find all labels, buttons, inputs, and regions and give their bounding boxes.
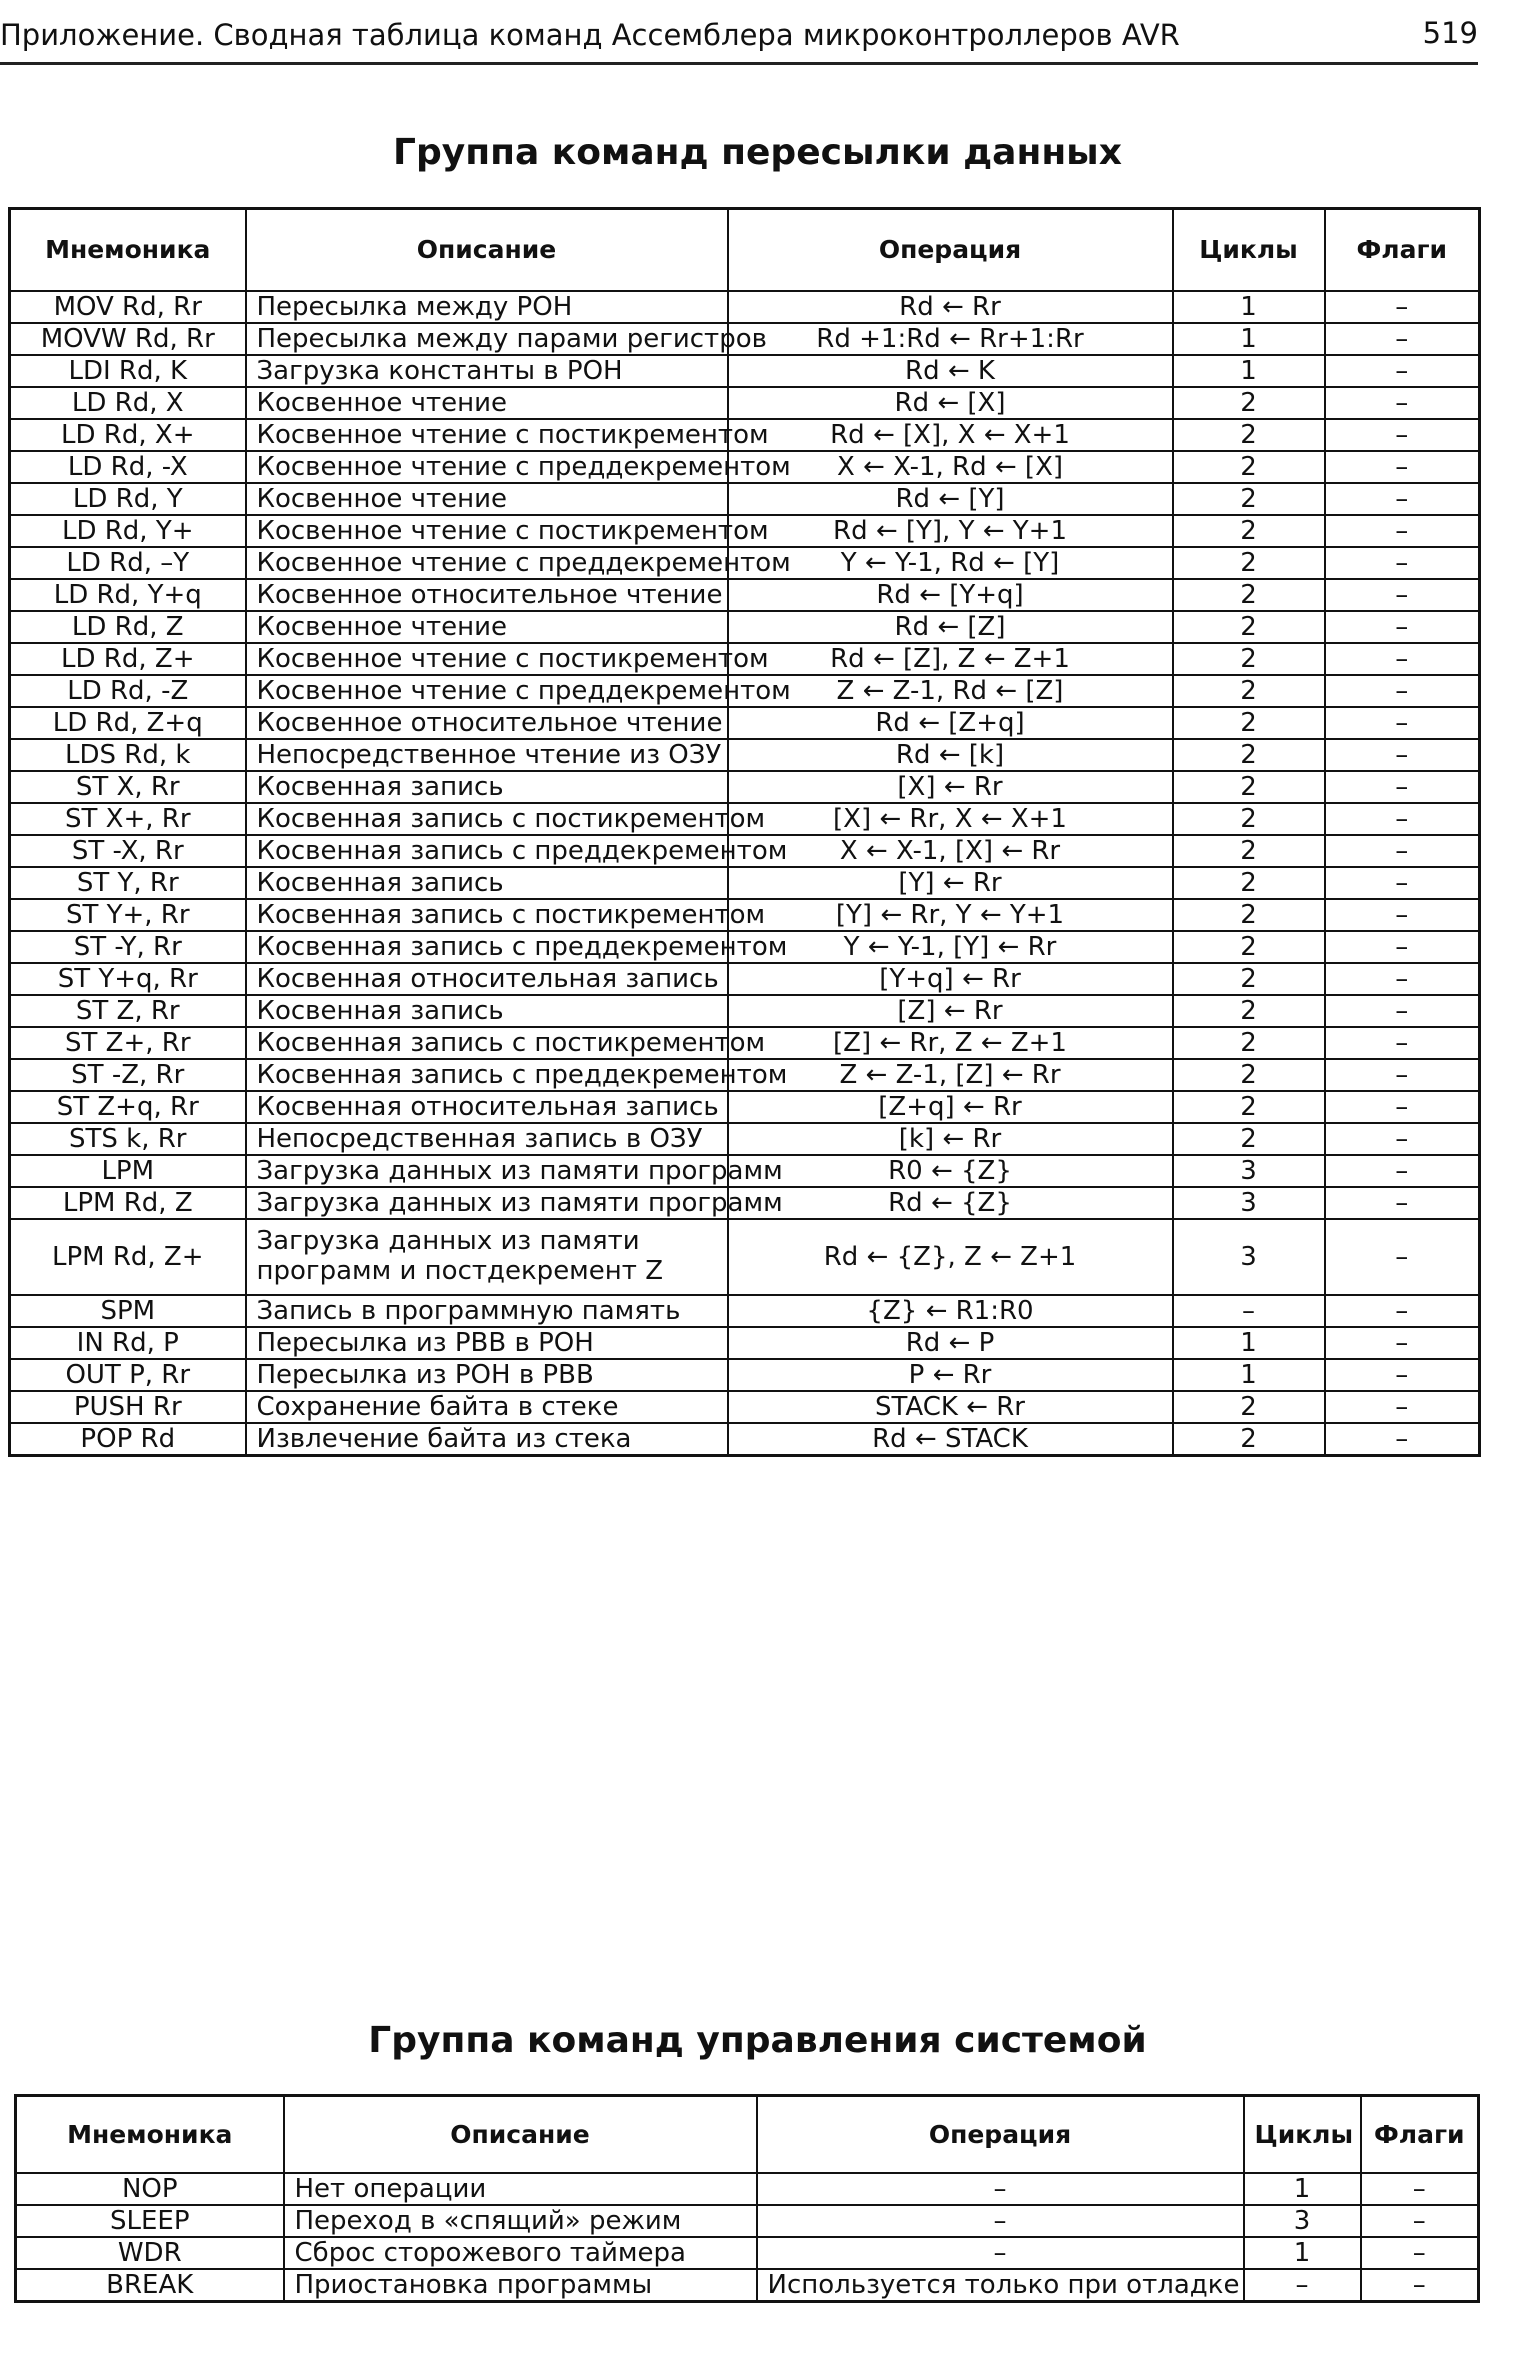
table-row bbox=[10, 611, 1480, 643]
cell-description: Извлечение байта из стека bbox=[246, 1423, 728, 1456]
cell-flags: – bbox=[1325, 323, 1480, 355]
cell-description: Косвенная запись с постикрементом bbox=[246, 803, 728, 835]
cell-mnemonic: IN Rd, P bbox=[10, 1327, 246, 1359]
cell-cycles: 2 bbox=[1173, 579, 1325, 611]
table-row bbox=[10, 931, 1480, 963]
cell-description: Косвенное чтение с преддекрементом bbox=[246, 547, 728, 579]
column-header-mnemonic: Мнемоника bbox=[16, 2096, 284, 2173]
cell-operation: R0 ← {Z} bbox=[728, 1155, 1173, 1187]
cell-operation: Z ← Z-1, Rd ← [Z] bbox=[728, 675, 1173, 707]
cell-cycles: 2 bbox=[1173, 1091, 1325, 1123]
cell-cycles: 2 bbox=[1173, 451, 1325, 483]
cell-mnemonic: MOV Rd, Rr bbox=[10, 291, 246, 323]
table-row bbox=[10, 1219, 1480, 1295]
cell-flags: – bbox=[1325, 579, 1480, 611]
cell-description: Косвенная запись bbox=[246, 771, 728, 803]
column-header-cycles: Циклы bbox=[1244, 2096, 1361, 2173]
cell-mnemonic: SLEEP bbox=[16, 2205, 284, 2237]
table-row bbox=[10, 899, 1480, 931]
cell-description: Запись в программную память bbox=[246, 1295, 728, 1327]
cell-description: Нет операции bbox=[284, 2173, 757, 2205]
cell-cycles: 2 bbox=[1173, 419, 1325, 451]
table-row bbox=[10, 323, 1480, 355]
cell-flags: – bbox=[1325, 1219, 1480, 1295]
cell-mnemonic: MOVW Rd, Rr bbox=[10, 323, 246, 355]
cell-cycles: 2 bbox=[1173, 1059, 1325, 1091]
column-header-flags: Флаги bbox=[1325, 209, 1480, 291]
cell-flags: – bbox=[1325, 1027, 1480, 1059]
cell-description: Загрузка данных из памяти программ и постдекремент Z bbox=[246, 1219, 728, 1295]
table-row bbox=[10, 739, 1480, 771]
table-row bbox=[10, 451, 1480, 483]
column-header-description: Описание bbox=[246, 209, 728, 291]
cell-mnemonic: ST Y+q, Rr bbox=[10, 963, 246, 995]
table-row bbox=[10, 995, 1480, 1027]
cell-operation: [X] ← Rr bbox=[728, 771, 1173, 803]
cell-mnemonic: LPM Rd, Z+ bbox=[10, 1219, 246, 1295]
cell-cycles: 2 bbox=[1173, 931, 1325, 963]
cell-operation: Rd ← [Z] bbox=[728, 611, 1173, 643]
cell-description: Косвенное чтение bbox=[246, 483, 728, 515]
column-header-mnemonic: Мнемоника bbox=[10, 209, 246, 291]
cell-description: Косвенная запись с преддекрементом bbox=[246, 931, 728, 963]
cell-description: Загрузка константы в РОН bbox=[246, 355, 728, 387]
table-row bbox=[10, 291, 1480, 323]
cell-mnemonic: LD Rd, Y bbox=[10, 483, 246, 515]
cell-description: Косвенная запись bbox=[246, 995, 728, 1027]
cell-cycles: – bbox=[1244, 2269, 1361, 2302]
cell-mnemonic: ST -X, Rr bbox=[10, 835, 246, 867]
cell-description: Сброс сторожевого таймера bbox=[284, 2237, 757, 2269]
cell-description: Загрузка данных из памяти программ bbox=[246, 1155, 728, 1187]
cell-flags: – bbox=[1325, 1059, 1480, 1091]
cell-mnemonic: NOP bbox=[16, 2173, 284, 2205]
cell-flags: – bbox=[1325, 675, 1480, 707]
cell-mnemonic: LD Rd, Z bbox=[10, 611, 246, 643]
cell-operation: Z ← Z-1, [Z] ← Rr bbox=[728, 1059, 1173, 1091]
cell-cycles: 1 bbox=[1173, 1327, 1325, 1359]
table-row bbox=[10, 1187, 1480, 1219]
cell-cycles: 1 bbox=[1173, 1359, 1325, 1391]
cell-flags: – bbox=[1325, 611, 1480, 643]
page-number: 519 bbox=[1422, 16, 1478, 50]
cell-description: Пересылка из РОН в РВВ bbox=[246, 1359, 728, 1391]
cell-description: Загрузка данных из памяти программ bbox=[246, 1187, 728, 1219]
column-header-cycles: Циклы bbox=[1173, 209, 1325, 291]
table-row bbox=[10, 515, 1480, 547]
cell-mnemonic: POP Rd bbox=[10, 1423, 246, 1456]
table-row bbox=[10, 1359, 1480, 1391]
cell-flags: – bbox=[1325, 483, 1480, 515]
cell-operation: {Z} ← R1:R0 bbox=[728, 1295, 1173, 1327]
table-row bbox=[10, 547, 1480, 579]
cell-flags: – bbox=[1325, 451, 1480, 483]
cell-flags: – bbox=[1361, 2205, 1479, 2237]
cell-flags: – bbox=[1325, 387, 1480, 419]
table-row bbox=[10, 483, 1480, 515]
cell-flags: – bbox=[1361, 2237, 1479, 2269]
cell-description: Непосредственное чтение из ОЗУ bbox=[246, 739, 728, 771]
cell-description: Пересылка из РВВ в РОН bbox=[246, 1327, 728, 1359]
cell-mnemonic: ST X+, Rr bbox=[10, 803, 246, 835]
table-row bbox=[10, 579, 1480, 611]
cell-description: Сохранение байта в стеке bbox=[246, 1391, 728, 1423]
cell-flags: – bbox=[1361, 2269, 1479, 2302]
cell-operation: Используется только при отладке bbox=[757, 2269, 1244, 2302]
cell-description: Косвенная относительная запись bbox=[246, 963, 728, 995]
cell-operation: Rd ← STACK bbox=[728, 1423, 1173, 1456]
cell-operation: Rd ← [Z], Z ← Z+1 bbox=[728, 643, 1173, 675]
cell-operation: Rd ← {Z}, Z ← Z+1 bbox=[728, 1219, 1173, 1295]
table-row bbox=[10, 1155, 1480, 1187]
cell-mnemonic: ST Z+q, Rr bbox=[10, 1091, 246, 1123]
cell-mnemonic: LPM bbox=[10, 1155, 246, 1187]
cell-cycles: 3 bbox=[1173, 1155, 1325, 1187]
data-transfer-table bbox=[8, 207, 1481, 1457]
cell-operation: X ← X-1, [X] ← Rr bbox=[728, 835, 1173, 867]
cell-description: Косвенное относительное чтение bbox=[246, 707, 728, 739]
cell-flags: – bbox=[1325, 1423, 1480, 1456]
cell-cycles: 2 bbox=[1173, 675, 1325, 707]
section-title-data-transfer: Группа команд пересылки данных bbox=[393, 132, 1122, 173]
table-row bbox=[16, 2237, 1479, 2269]
cell-operation: Rd ← [Y] bbox=[728, 483, 1173, 515]
cell-cycles: 2 bbox=[1173, 963, 1325, 995]
table-row bbox=[10, 387, 1480, 419]
cell-description: Косвенная запись с преддекрементом bbox=[246, 1059, 728, 1091]
cell-cycles: 2 bbox=[1173, 1027, 1325, 1059]
cell-cycles: 2 bbox=[1173, 707, 1325, 739]
cell-cycles: 1 bbox=[1244, 2173, 1361, 2205]
cell-mnemonic: ST Z, Rr bbox=[10, 995, 246, 1027]
cell-flags: – bbox=[1325, 707, 1480, 739]
table-row bbox=[16, 2173, 1479, 2205]
cell-mnemonic: LD Rd, Y+q bbox=[10, 579, 246, 611]
table-header-row bbox=[16, 2096, 1479, 2173]
cell-operation: [X] ← Rr, X ← X+1 bbox=[728, 803, 1173, 835]
cell-operation: STACK ← Rr bbox=[728, 1391, 1173, 1423]
cell-flags: – bbox=[1325, 643, 1480, 675]
cell-flags: – bbox=[1325, 739, 1480, 771]
table-row bbox=[16, 2205, 1479, 2237]
cell-cycles: 2 bbox=[1173, 771, 1325, 803]
cell-description: Косвенное чтение с постикрементом bbox=[246, 515, 728, 547]
cell-flags: – bbox=[1325, 771, 1480, 803]
cell-mnemonic: SPM bbox=[10, 1295, 246, 1327]
cell-flags: – bbox=[1325, 1091, 1480, 1123]
cell-flags: – bbox=[1325, 1123, 1480, 1155]
cell-mnemonic: LD Rd, Z+q bbox=[10, 707, 246, 739]
cell-description: Пересылка между РОН bbox=[246, 291, 728, 323]
cell-description: Косвенная относительная запись bbox=[246, 1091, 728, 1123]
table-row bbox=[10, 707, 1480, 739]
cell-cycles: 2 bbox=[1173, 515, 1325, 547]
table-row bbox=[10, 963, 1480, 995]
cell-cycles: 2 bbox=[1173, 995, 1325, 1027]
cell-flags: – bbox=[1325, 1155, 1480, 1187]
table-row bbox=[10, 675, 1480, 707]
table-row bbox=[10, 1059, 1480, 1091]
table-row bbox=[10, 835, 1480, 867]
cell-cycles: 3 bbox=[1173, 1219, 1325, 1295]
cell-flags: – bbox=[1361, 2173, 1479, 2205]
cell-flags: – bbox=[1325, 547, 1480, 579]
cell-description: Косвенная запись bbox=[246, 867, 728, 899]
cell-cycles: 3 bbox=[1173, 1187, 1325, 1219]
cell-cycles: 2 bbox=[1173, 1123, 1325, 1155]
cell-mnemonic: BREAK bbox=[16, 2269, 284, 2302]
cell-description: Косвенная запись с постикрементом bbox=[246, 899, 728, 931]
cell-flags: – bbox=[1325, 995, 1480, 1027]
cell-mnemonic: LDS Rd, k bbox=[10, 739, 246, 771]
cell-operation: Y ← Y-1, Rd ← [Y] bbox=[728, 547, 1173, 579]
cell-operation: Rd ← K bbox=[728, 355, 1173, 387]
cell-operation: [Y] ← Rr bbox=[728, 867, 1173, 899]
cell-cycles: 2 bbox=[1173, 547, 1325, 579]
cell-operation: Y ← Y-1, [Y] ← Rr bbox=[728, 931, 1173, 963]
system-control-table-body bbox=[16, 2173, 1479, 2302]
data-transfer-table-body bbox=[10, 291, 1480, 1456]
cell-operation: – bbox=[757, 2237, 1244, 2269]
table-row bbox=[10, 771, 1480, 803]
cell-mnemonic: LD Rd, -X bbox=[10, 451, 246, 483]
cell-description: Косвенное чтение с постикрементом bbox=[246, 643, 728, 675]
table-row bbox=[10, 1027, 1480, 1059]
cell-cycles: 2 bbox=[1173, 483, 1325, 515]
cell-flags: – bbox=[1325, 1187, 1480, 1219]
cell-mnemonic: ST Y, Rr bbox=[10, 867, 246, 899]
cell-flags: – bbox=[1325, 291, 1480, 323]
cell-flags: – bbox=[1325, 899, 1480, 931]
cell-flags: – bbox=[1325, 963, 1480, 995]
cell-flags: – bbox=[1325, 1295, 1480, 1327]
cell-flags: – bbox=[1325, 515, 1480, 547]
cell-operation: Rd ← [X] bbox=[728, 387, 1173, 419]
table-row bbox=[10, 1391, 1480, 1423]
cell-mnemonic: OUT P, Rr bbox=[10, 1359, 246, 1391]
table-row bbox=[10, 1423, 1480, 1456]
table-row bbox=[10, 419, 1480, 451]
cell-cycles: 2 bbox=[1173, 643, 1325, 675]
cell-operation: [k] ← Rr bbox=[728, 1123, 1173, 1155]
cell-flags: – bbox=[1325, 931, 1480, 963]
cell-description: Косвенное чтение с преддекрементом bbox=[246, 451, 728, 483]
cell-cycles: 2 bbox=[1173, 899, 1325, 931]
cell-description: Косвенное чтение с преддекрементом bbox=[246, 675, 728, 707]
cell-flags: – bbox=[1325, 419, 1480, 451]
cell-cycles: 2 bbox=[1173, 739, 1325, 771]
table-row bbox=[10, 867, 1480, 899]
cell-cycles: 2 bbox=[1173, 803, 1325, 835]
cell-operation: Rd ← [Y+q] bbox=[728, 579, 1173, 611]
cell-mnemonic: LPM Rd, Z bbox=[10, 1187, 246, 1219]
cell-cycles: 2 bbox=[1173, 1423, 1325, 1456]
cell-description: Косвенное чтение bbox=[246, 611, 728, 643]
cell-operation: [Z] ← Rr bbox=[728, 995, 1173, 1027]
cell-flags: – bbox=[1325, 355, 1480, 387]
cell-cycles: 2 bbox=[1173, 1391, 1325, 1423]
cell-cycles: 1 bbox=[1173, 291, 1325, 323]
cell-operation: P ← Rr bbox=[728, 1359, 1173, 1391]
cell-cycles: 2 bbox=[1173, 867, 1325, 899]
table-header-row bbox=[10, 209, 1480, 291]
cell-cycles: 1 bbox=[1244, 2237, 1361, 2269]
cell-flags: – bbox=[1325, 803, 1480, 835]
cell-operation: [Y+q] ← Rr bbox=[728, 963, 1173, 995]
cell-mnemonic: LD Rd, -Z bbox=[10, 675, 246, 707]
running-title: Приложение. Сводная таблица команд Ассемблера микроконтроллеров AVR bbox=[0, 18, 1180, 52]
cell-flags: – bbox=[1325, 1359, 1480, 1391]
cell-mnemonic: PUSH Rr bbox=[10, 1391, 246, 1423]
cell-description: Косвенная запись с преддекрементом bbox=[246, 835, 728, 867]
cell-description: Косвенное чтение bbox=[246, 387, 728, 419]
cell-flags: – bbox=[1325, 1391, 1480, 1423]
table-row bbox=[16, 2269, 1479, 2302]
cell-operation: Rd ← [Y], Y ← Y+1 bbox=[728, 515, 1173, 547]
cell-mnemonic: LD Rd, Y+ bbox=[10, 515, 246, 547]
cell-description: Косвенное чтение с постикрементом bbox=[246, 419, 728, 451]
cell-cycles: 1 bbox=[1173, 323, 1325, 355]
cell-description: Пересылка между парами регистров bbox=[246, 323, 728, 355]
cell-cycles: 3 bbox=[1244, 2205, 1361, 2237]
cell-cycles: 2 bbox=[1173, 611, 1325, 643]
cell-operation: [Z+q] ← Rr bbox=[728, 1091, 1173, 1123]
cell-operation: Rd ← [X], X ← X+1 bbox=[728, 419, 1173, 451]
cell-operation: X ← X-1, Rd ← [X] bbox=[728, 451, 1173, 483]
cell-operation: Rd ← P bbox=[728, 1327, 1173, 1359]
table-row bbox=[10, 643, 1480, 675]
cell-description: Непосредственная запись в ОЗУ bbox=[246, 1123, 728, 1155]
cell-mnemonic: ST Y+, Rr bbox=[10, 899, 246, 931]
cell-cycles: 2 bbox=[1173, 387, 1325, 419]
cell-description: Приостановка программы bbox=[284, 2269, 757, 2302]
table-row bbox=[10, 1091, 1480, 1123]
column-header-description: Описание bbox=[284, 2096, 757, 2173]
section-title-system-control: Группа команд управления системой bbox=[368, 2020, 1147, 2061]
cell-flags: – bbox=[1325, 835, 1480, 867]
column-header-operation: Операция bbox=[757, 2096, 1244, 2173]
cell-mnemonic: LD Rd, X+ bbox=[10, 419, 246, 451]
cell-cycles: 2 bbox=[1173, 835, 1325, 867]
cell-mnemonic: LD Rd, X bbox=[10, 387, 246, 419]
cell-mnemonic: WDR bbox=[16, 2237, 284, 2269]
table-row bbox=[10, 803, 1480, 835]
cell-cycles: 1 bbox=[1173, 355, 1325, 387]
cell-flags: – bbox=[1325, 867, 1480, 899]
cell-operation: Rd ← Rr bbox=[728, 291, 1173, 323]
table-row bbox=[10, 1327, 1480, 1359]
cell-flags: – bbox=[1325, 1327, 1480, 1359]
cell-mnemonic: ST X, Rr bbox=[10, 771, 246, 803]
table-row bbox=[10, 1295, 1480, 1327]
cell-mnemonic: ST -Y, Rr bbox=[10, 931, 246, 963]
cell-mnemonic: STS k, Rr bbox=[10, 1123, 246, 1155]
cell-mnemonic: LD Rd, Z+ bbox=[10, 643, 246, 675]
cell-mnemonic: LDI Rd, K bbox=[10, 355, 246, 387]
cell-mnemonic: ST Z+, Rr bbox=[10, 1027, 246, 1059]
cell-operation: Rd ← [Z+q] bbox=[728, 707, 1173, 739]
cell-cycles: – bbox=[1173, 1295, 1325, 1327]
cell-operation: – bbox=[757, 2205, 1244, 2237]
cell-description: Косвенное относительное чтение bbox=[246, 579, 728, 611]
cell-operation: [Y] ← Rr, Y ← Y+1 bbox=[728, 899, 1173, 931]
cell-operation: Rd ← [k] bbox=[728, 739, 1173, 771]
table-row bbox=[10, 1123, 1480, 1155]
column-header-operation: Операция bbox=[728, 209, 1173, 291]
column-header-flags: Флаги bbox=[1361, 2096, 1479, 2173]
cell-description: Переход в «спящий» режим bbox=[284, 2205, 757, 2237]
cell-operation: [Z] ← Rr, Z ← Z+1 bbox=[728, 1027, 1173, 1059]
cell-mnemonic: ST -Z, Rr bbox=[10, 1059, 246, 1091]
cell-operation: Rd ← {Z} bbox=[728, 1187, 1173, 1219]
cell-mnemonic: LD Rd, –Y bbox=[10, 547, 246, 579]
page-header bbox=[0, 12, 1478, 65]
cell-operation: Rd +1:Rd ← Rr+1:Rr bbox=[728, 323, 1173, 355]
cell-description: Косвенная запись с постикрементом bbox=[246, 1027, 728, 1059]
table-row bbox=[10, 355, 1480, 387]
cell-operation: – bbox=[757, 2173, 1244, 2205]
system-control-table bbox=[14, 2094, 1480, 2303]
